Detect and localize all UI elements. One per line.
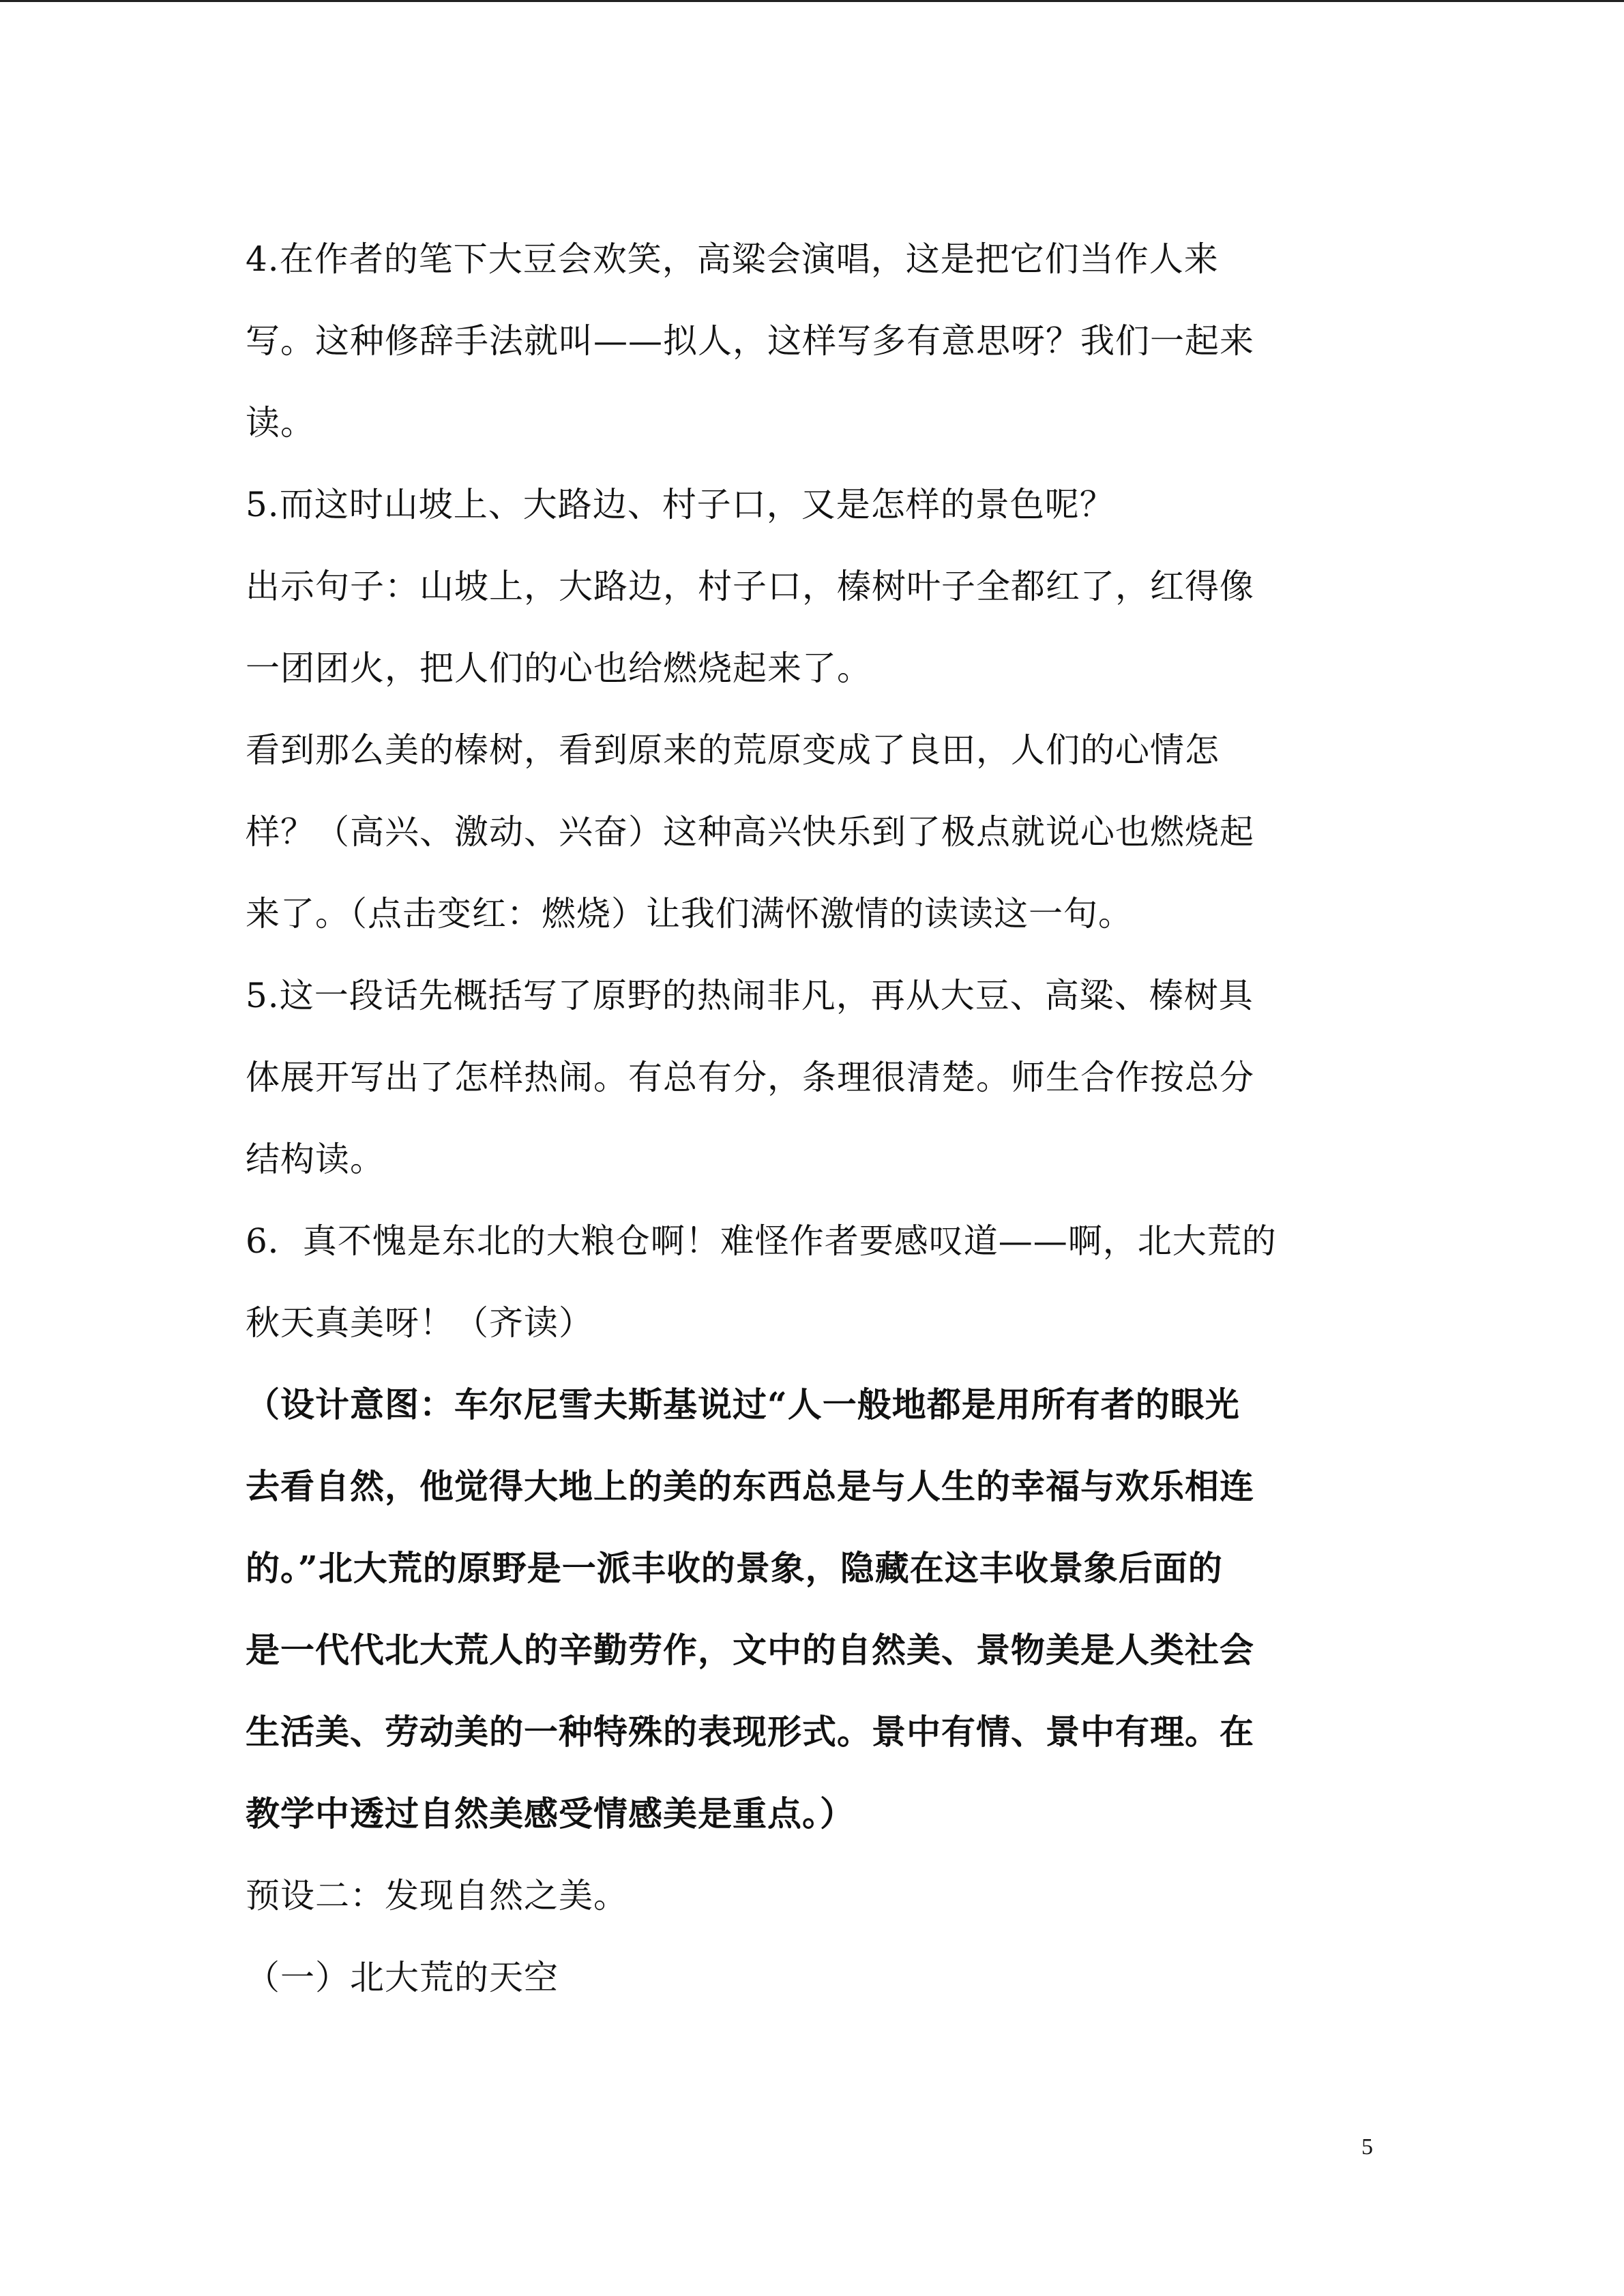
design-intent-line: 去看自然，他觉得大地上的美的东西总是与人生的幸福与欢乐相连 xyxy=(246,1466,1254,1506)
text-line: 6．真不愧是东北的大粮仓啊！难怪作者要感叹道——啊，北大荒的 xyxy=(246,1221,1277,1261)
text-line: 写。这种修辞手法就叫——拟人，这样写多有意思呀？我们一起来 xyxy=(246,321,1254,361)
document-body xyxy=(246,218,1378,2018)
text-line: 4.在作者的笔下大豆会欢笑，高粱会演唱，这是把它们当作人来 xyxy=(246,239,1219,279)
design-intent-line: 的。”北大荒的原野是一派丰收的景象，隐藏在这丰收景象后面的 xyxy=(246,1548,1223,1588)
page-top-border xyxy=(0,0,1624,2)
text-line: 结构读。 xyxy=(246,1139,385,1179)
section-heading: （一）北大荒的天空 xyxy=(246,1958,559,1997)
text-line: 读。 xyxy=(246,403,315,443)
text-line: 看到那么美的榛树，看到原来的荒原变成了良田，人们的心情怎 xyxy=(246,730,1220,770)
text-line: 一团团火，把人们的心也给燃烧起来了。 xyxy=(246,648,872,688)
page-number: 5 xyxy=(1361,2134,1373,2160)
text-line: 来了。（点击变红：燃烧）让我们满怀激情的读读这一句。 xyxy=(246,894,1133,934)
design-intent-line: 教学中透过自然美感受情感美是重点。） xyxy=(246,1793,855,1834)
design-intent-line: （设计意图：车尔尼雪夫斯基说过“人一般地都是用所有者的眼光 xyxy=(246,1384,1240,1425)
design-intent-line: 生活美、劳动美的一种特殊的表现形式。景中有情、景中有理。在 xyxy=(246,1712,1254,1752)
text-line: 5.而这时山坡上、大路边、村子口，又是怎样的景色呢？ xyxy=(246,485,1114,524)
text-line: 出示句子：山坡上，大路边，村子口，榛树叶子全都红了，红得像 xyxy=(246,567,1254,606)
text-line: 体展开写出了怎样热闹。有总有分，条理很清楚。师生合作按总分 xyxy=(246,1058,1254,1097)
design-intent-line: 是一代代北大荒人的辛勤劳作，文中的自然美、景物美是人类社会 xyxy=(246,1630,1254,1670)
text-line: 样？（高兴、激动、兴奋）这种高兴快乐到了极点就说心也燃烧起 xyxy=(246,812,1254,852)
text-line: 秋天真美呀！（齐读） xyxy=(246,1303,593,1343)
preset-heading: 预设二：发现自然之美。 xyxy=(246,1876,628,1915)
text-line: 5.这一段话先概括写了原野的热闹非凡，再从大豆、高粱、榛树具 xyxy=(246,976,1254,1015)
